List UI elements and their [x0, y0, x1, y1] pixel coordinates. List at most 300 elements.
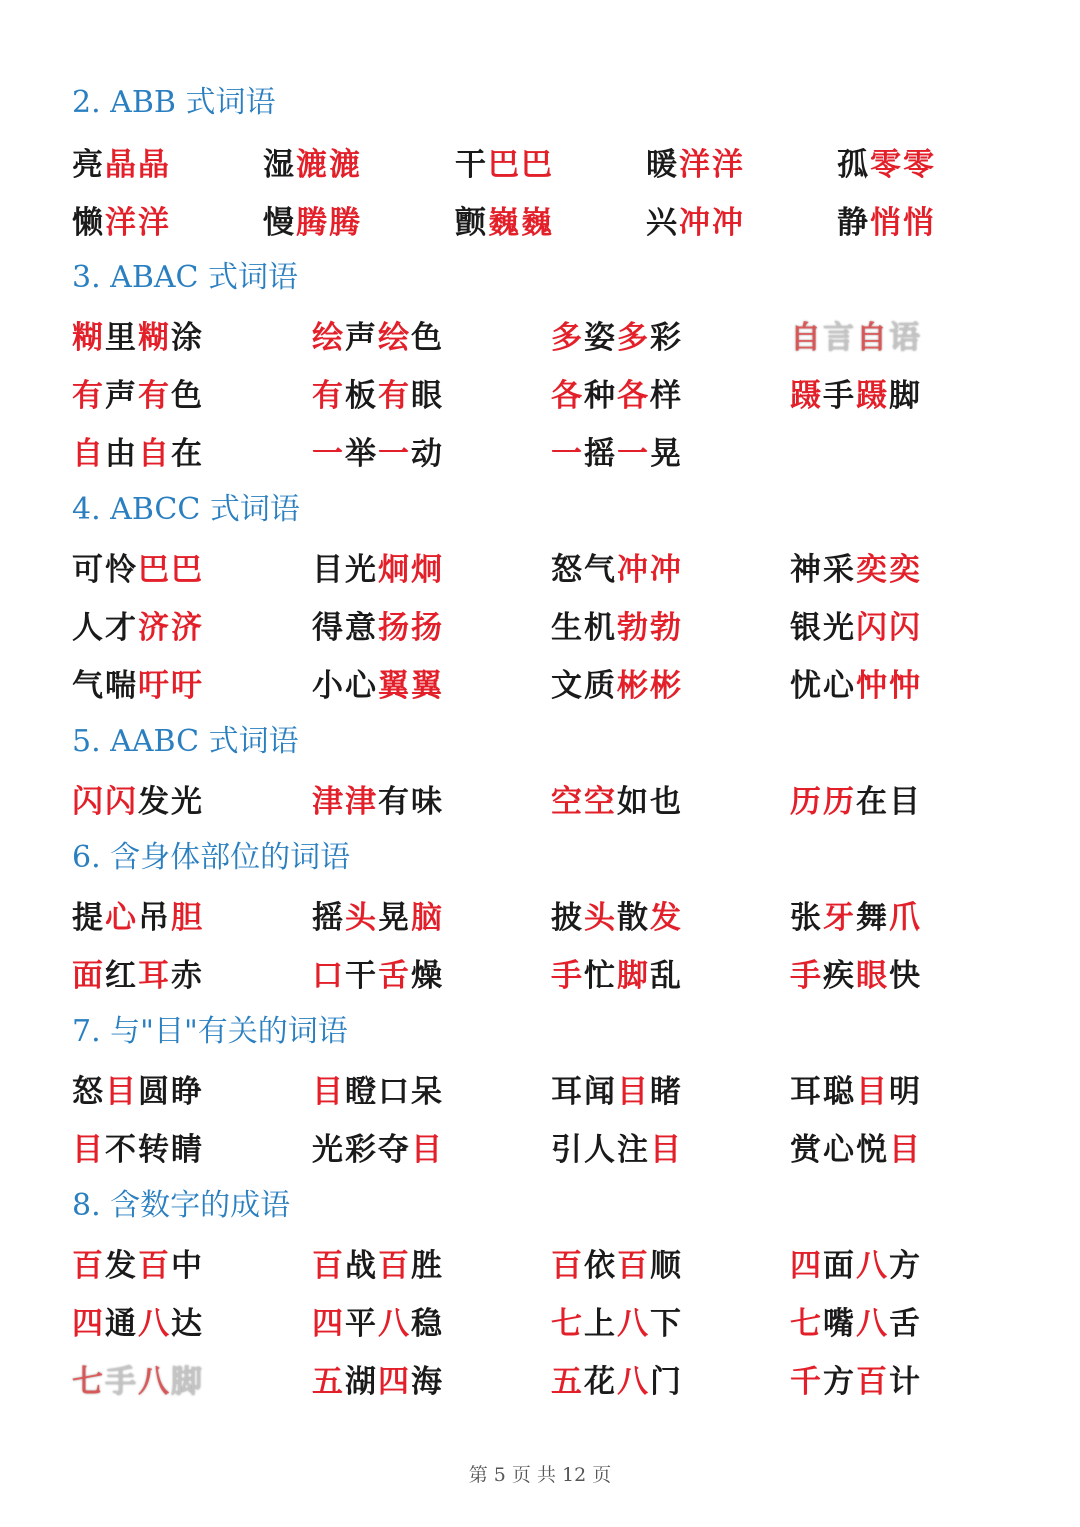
word-char: 语 [889, 320, 922, 356]
highlighted-char: 百 [138, 1248, 171, 1284]
word-char: 采 [823, 552, 856, 588]
highlighted-char: 漉 [329, 147, 362, 183]
highlighted-char: 奕 [856, 552, 889, 588]
highlighted-char: 闪 [105, 784, 138, 820]
word-item [312, 896, 444, 940]
word-char: 快 [889, 958, 922, 994]
word-item [312, 1302, 444, 1346]
highlighted-char: 腾 [296, 205, 329, 241]
word-char: 怜 [105, 552, 138, 588]
word-char: 睛 [171, 1132, 204, 1168]
highlighted-char: 有 [312, 378, 345, 414]
word-char: 张 [790, 900, 823, 936]
highlighted-char: 目 [105, 1074, 138, 1110]
word-item [837, 201, 936, 245]
word-item [551, 1128, 683, 1172]
section-heading: 6. 含身体部位的词语 [72, 840, 351, 875]
word-item [551, 432, 683, 476]
word-item [790, 1128, 922, 1172]
word-item [551, 1244, 683, 1288]
highlighted-char: 炯 [411, 552, 444, 588]
highlighted-char: 七 [72, 1364, 105, 1400]
word-char: 上 [584, 1306, 617, 1342]
highlighted-char: 目 [856, 1074, 889, 1110]
highlighted-char: 蹑 [790, 378, 823, 414]
highlighted-char: 手 [790, 958, 823, 994]
highlighted-char: 目 [617, 1074, 650, 1110]
word-item [72, 1360, 204, 1404]
word-char: 兴 [646, 205, 679, 241]
word-item [551, 780, 683, 824]
word-char: 小 [312, 668, 345, 704]
highlighted-char: 爪 [889, 900, 922, 936]
word-char: 通 [105, 1306, 138, 1342]
word-char: 披 [551, 900, 584, 936]
highlighted-char: 巍 [521, 205, 554, 241]
section-heading: 8. 含数字的成语 [72, 1188, 291, 1223]
highlighted-char: 济 [138, 610, 171, 646]
highlighted-char: 手 [551, 958, 584, 994]
highlighted-char: 腾 [329, 205, 362, 241]
highlighted-char: 扬 [411, 610, 444, 646]
word-char: 不 [105, 1132, 138, 1168]
highlighted-char: 翼 [411, 668, 444, 704]
highlighted-char: 八 [138, 1306, 171, 1342]
word-char: 达 [171, 1306, 204, 1342]
word-item [551, 548, 683, 592]
word-char: 懒 [72, 205, 105, 241]
word-char: 脚 [889, 378, 922, 414]
word-char: 心 [345, 668, 378, 704]
highlighted-char: 目 [312, 1074, 345, 1110]
word-item [72, 954, 204, 998]
word-item [72, 1070, 204, 1114]
word-item [312, 780, 444, 824]
word-char: 如 [617, 784, 650, 820]
word-item [72, 374, 204, 418]
highlighted-char: 发 [650, 900, 683, 936]
highlighted-char: 百 [617, 1248, 650, 1284]
word-char: 得 [312, 610, 345, 646]
word-item [263, 143, 362, 187]
word-char: 转 [138, 1132, 171, 1168]
word-char: 耳 [551, 1074, 584, 1110]
word-item [312, 664, 444, 708]
highlighted-char: 眼 [856, 958, 889, 994]
highlighted-char: 彬 [650, 668, 683, 704]
highlighted-char: 扬 [378, 610, 411, 646]
highlighted-char: 翼 [378, 668, 411, 704]
word-char: 色 [411, 320, 444, 356]
highlighted-char: 闪 [856, 610, 889, 646]
word-char: 面 [823, 1248, 856, 1284]
word-char: 夺 [378, 1132, 411, 1168]
highlighted-char: 百 [856, 1364, 889, 1400]
word-item [312, 606, 444, 650]
word-char: 忧 [790, 668, 823, 704]
highlighted-char: 糊 [72, 320, 105, 356]
word-char: 色 [171, 378, 204, 414]
highlighted-char: 各 [551, 378, 584, 414]
word-char: 目 [889, 784, 922, 820]
highlighted-char: 目 [889, 1132, 922, 1168]
word-char: 红 [105, 958, 138, 994]
word-item [72, 432, 204, 476]
highlighted-char: 冲 [712, 205, 745, 241]
highlighted-char: 八 [617, 1306, 650, 1342]
word-item [312, 1360, 444, 1404]
highlighted-char: 空 [584, 784, 617, 820]
highlighted-char: 有 [138, 378, 171, 414]
word-char: 睹 [650, 1074, 683, 1110]
word-char: 慢 [263, 205, 296, 241]
highlighted-char: 百 [72, 1248, 105, 1284]
word-char: 里 [105, 320, 138, 356]
highlighted-char: 勃 [650, 610, 683, 646]
highlighted-char: 牙 [823, 900, 856, 936]
word-item [312, 1070, 444, 1114]
highlighted-char: 一 [312, 436, 345, 472]
word-item [312, 1244, 444, 1288]
word-item [790, 606, 922, 650]
word-char: 赤 [171, 958, 204, 994]
word-char: 口 [378, 1074, 411, 1110]
word-item [551, 1302, 683, 1346]
highlighted-char: 脑 [411, 900, 444, 936]
word-char: 光 [171, 784, 204, 820]
highlighted-char: 空 [551, 784, 584, 820]
word-item [790, 780, 922, 824]
highlighted-char: 口 [312, 958, 345, 994]
word-char: 样 [650, 378, 683, 414]
word-item [551, 1360, 683, 1404]
highlighted-char: 闪 [889, 610, 922, 646]
section-heading: 3. ABAC 式词语 [72, 260, 299, 295]
highlighted-char: 一 [378, 436, 411, 472]
section-heading: 5. AABC 式词语 [72, 724, 299, 759]
word-char: 脚 [171, 1364, 204, 1400]
word-char: 平 [345, 1306, 378, 1342]
highlighted-char: 胆 [171, 900, 204, 936]
word-char: 孤 [837, 147, 870, 183]
word-char: 提 [72, 900, 105, 936]
word-item [790, 1070, 922, 1114]
word-char: 气 [72, 668, 105, 704]
highlighted-char: 济 [171, 610, 204, 646]
word-char: 暖 [646, 147, 679, 183]
highlighted-char: 舌 [378, 958, 411, 994]
word-char: 手 [105, 1364, 138, 1400]
word-item [72, 896, 204, 940]
highlighted-char: 自 [72, 436, 105, 472]
word-item [551, 316, 683, 360]
highlighted-char: 冲 [650, 552, 683, 588]
section-heading: 2. ABB 式词语 [72, 85, 276, 120]
highlighted-char: 自 [790, 320, 823, 356]
word-char: 海 [411, 1364, 444, 1400]
word-item [312, 432, 444, 476]
word-item [72, 1302, 204, 1346]
word-item [72, 1128, 204, 1172]
word-char: 晃 [378, 900, 411, 936]
word-char: 晃 [650, 436, 683, 472]
word-item [72, 143, 171, 187]
word-char: 发 [138, 784, 171, 820]
highlighted-char: 彬 [617, 668, 650, 704]
word-item [312, 954, 444, 998]
highlighted-char: 津 [312, 784, 345, 820]
word-char: 圆 [138, 1074, 171, 1110]
highlighted-char: 百 [378, 1248, 411, 1284]
highlighted-char: 历 [790, 784, 823, 820]
word-item [551, 954, 683, 998]
word-char: 气 [584, 552, 617, 588]
word-item [263, 201, 362, 245]
word-char: 耳 [790, 1074, 823, 1110]
word-char: 散 [617, 900, 650, 936]
word-char: 疾 [823, 958, 856, 994]
highlighted-char: 一 [617, 436, 650, 472]
highlighted-char: 各 [617, 378, 650, 414]
word-char: 人 [72, 610, 105, 646]
word-item [790, 1360, 922, 1404]
word-char: 依 [584, 1248, 617, 1284]
word-char: 赏 [790, 1132, 823, 1168]
page-footer: 第 5 页 共 12 页 [468, 1464, 612, 1486]
word-char: 有 [378, 784, 411, 820]
word-item [312, 1128, 444, 1172]
highlighted-char: 冲 [679, 205, 712, 241]
word-item [551, 896, 683, 940]
word-char: 种 [584, 378, 617, 414]
word-item [72, 780, 204, 824]
word-item [790, 1244, 922, 1288]
word-char: 质 [584, 668, 617, 704]
word-char: 悦 [856, 1132, 889, 1168]
word-char: 静 [837, 205, 870, 241]
word-char: 手 [823, 378, 856, 414]
highlighted-char: 晶 [105, 147, 138, 183]
word-char: 瞪 [345, 1074, 378, 1110]
highlighted-char: 绘 [378, 320, 411, 356]
word-char: 湿 [263, 147, 296, 183]
word-char: 怒 [551, 552, 584, 588]
word-item [790, 954, 922, 998]
word-char: 板 [345, 378, 378, 414]
word-item [790, 316, 922, 360]
word-char: 睁 [171, 1074, 204, 1110]
highlighted-char: 忡 [889, 668, 922, 704]
word-char: 人 [584, 1132, 617, 1168]
highlighted-char: 八 [856, 1306, 889, 1342]
highlighted-char: 冲 [617, 552, 650, 588]
word-char: 闻 [584, 1074, 617, 1110]
word-char: 举 [345, 436, 378, 472]
word-char: 怒 [72, 1074, 105, 1110]
word-char: 可 [72, 552, 105, 588]
highlighted-char: 津 [345, 784, 378, 820]
highlighted-char: 多 [617, 320, 650, 356]
word-char: 乱 [650, 958, 683, 994]
word-item [72, 548, 204, 592]
word-char: 神 [790, 552, 823, 588]
highlighted-char: 糊 [138, 320, 171, 356]
highlighted-char: 勃 [617, 610, 650, 646]
word-char: 舌 [889, 1306, 922, 1342]
word-char: 胜 [411, 1248, 444, 1284]
word-char: 聪 [823, 1074, 856, 1110]
highlighted-char: 心 [105, 900, 138, 936]
word-char: 注 [617, 1132, 650, 1168]
highlighted-char: 巴 [138, 552, 171, 588]
word-char: 花 [584, 1364, 617, 1400]
highlighted-char: 脚 [617, 958, 650, 994]
word-item [551, 1070, 683, 1114]
highlighted-char: 五 [551, 1364, 584, 1400]
word-char: 稳 [411, 1306, 444, 1342]
word-char: 舞 [856, 900, 889, 936]
highlighted-char: 千 [790, 1364, 823, 1400]
highlighted-char: 吁 [171, 668, 204, 704]
word-char: 干 [455, 147, 488, 183]
word-char: 中 [171, 1248, 204, 1284]
highlighted-char: 八 [617, 1364, 650, 1400]
word-char: 计 [889, 1364, 922, 1400]
word-char: 也 [650, 784, 683, 820]
word-char: 文 [551, 668, 584, 704]
word-item [455, 143, 554, 187]
word-char: 吊 [138, 900, 171, 936]
word-char: 目 [312, 552, 345, 588]
highlighted-char: 悄 [870, 205, 903, 241]
word-char: 涂 [171, 320, 204, 356]
word-item [72, 1244, 204, 1288]
word-char: 言 [823, 320, 856, 356]
word-char: 姿 [584, 320, 617, 356]
word-item [551, 606, 683, 650]
word-char: 声 [105, 378, 138, 414]
word-item [790, 548, 922, 592]
highlighted-char: 漉 [296, 147, 329, 183]
highlighted-char: 洋 [105, 205, 138, 241]
word-char: 在 [171, 436, 204, 472]
highlighted-char: 头 [345, 900, 378, 936]
word-item [790, 374, 922, 418]
section-heading: 7. 与"目"有关的词语 [72, 1014, 348, 1049]
word-char: 彩 [650, 320, 683, 356]
highlighted-char: 头 [584, 900, 617, 936]
word-item [551, 374, 683, 418]
word-char: 燥 [411, 958, 444, 994]
section-heading: 4. ABCC 式词语 [72, 492, 300, 527]
highlighted-char: 七 [551, 1306, 584, 1342]
word-item [551, 664, 683, 708]
highlighted-char: 四 [312, 1306, 345, 1342]
word-char: 才 [105, 610, 138, 646]
word-char: 动 [411, 436, 444, 472]
word-char: 呆 [411, 1074, 444, 1110]
highlighted-char: 蹑 [856, 378, 889, 414]
word-char: 机 [584, 610, 617, 646]
highlighted-char: 巴 [488, 147, 521, 183]
highlighted-char: 面 [72, 958, 105, 994]
highlighted-char: 目 [72, 1132, 105, 1168]
highlighted-char: 有 [72, 378, 105, 414]
highlighted-char: 巴 [171, 552, 204, 588]
word-item [72, 606, 204, 650]
word-char: 在 [856, 784, 889, 820]
highlighted-char: 有 [378, 378, 411, 414]
word-char: 光 [312, 1132, 345, 1168]
highlighted-char: 洋 [712, 147, 745, 183]
word-char: 引 [551, 1132, 584, 1168]
highlighted-char: 零 [870, 147, 903, 183]
word-item [646, 201, 745, 245]
word-char: 战 [345, 1248, 378, 1284]
highlighted-char: 吁 [138, 668, 171, 704]
word-item [312, 316, 444, 360]
word-char: 光 [823, 610, 856, 646]
highlighted-char: 一 [551, 436, 584, 472]
highlighted-char: 巍 [488, 205, 521, 241]
highlighted-char: 四 [378, 1364, 411, 1400]
word-item [312, 374, 444, 418]
word-char: 彩 [345, 1132, 378, 1168]
highlighted-char: 多 [551, 320, 584, 356]
word-char: 湖 [345, 1364, 378, 1400]
highlighted-char: 四 [72, 1306, 105, 1342]
word-item [790, 664, 922, 708]
word-char: 顺 [650, 1248, 683, 1284]
highlighted-char: 洋 [679, 147, 712, 183]
word-char: 银 [790, 610, 823, 646]
word-char: 声 [345, 320, 378, 356]
word-char: 光 [345, 552, 378, 588]
word-item [455, 201, 554, 245]
highlighted-char: 闪 [72, 784, 105, 820]
word-char: 颤 [455, 205, 488, 241]
word-char: 眼 [411, 378, 444, 414]
word-char: 生 [551, 610, 584, 646]
highlighted-char: 目 [650, 1132, 683, 1168]
highlighted-char: 百 [551, 1248, 584, 1284]
highlighted-char: 零 [903, 147, 936, 183]
word-char: 嘴 [823, 1306, 856, 1342]
word-char: 摇 [584, 436, 617, 472]
word-char: 干 [345, 958, 378, 994]
word-char: 明 [889, 1074, 922, 1110]
word-item [72, 664, 204, 708]
word-char: 下 [650, 1306, 683, 1342]
highlighted-char: 百 [312, 1248, 345, 1284]
word-char: 由 [105, 436, 138, 472]
highlighted-char: 忡 [856, 668, 889, 704]
highlighted-char: 五 [312, 1364, 345, 1400]
word-item [790, 896, 922, 940]
word-char: 发 [105, 1248, 138, 1284]
highlighted-char: 洋 [138, 205, 171, 241]
word-char: 味 [411, 784, 444, 820]
highlighted-char: 奕 [889, 552, 922, 588]
word-char: 方 [889, 1248, 922, 1284]
highlighted-char: 晶 [138, 147, 171, 183]
word-char: 方 [823, 1364, 856, 1400]
highlighted-char: 绘 [312, 320, 345, 356]
word-item [837, 143, 936, 187]
word-char: 心 [823, 1132, 856, 1168]
highlighted-char: 耳 [138, 958, 171, 994]
word-char: 喘 [105, 668, 138, 704]
